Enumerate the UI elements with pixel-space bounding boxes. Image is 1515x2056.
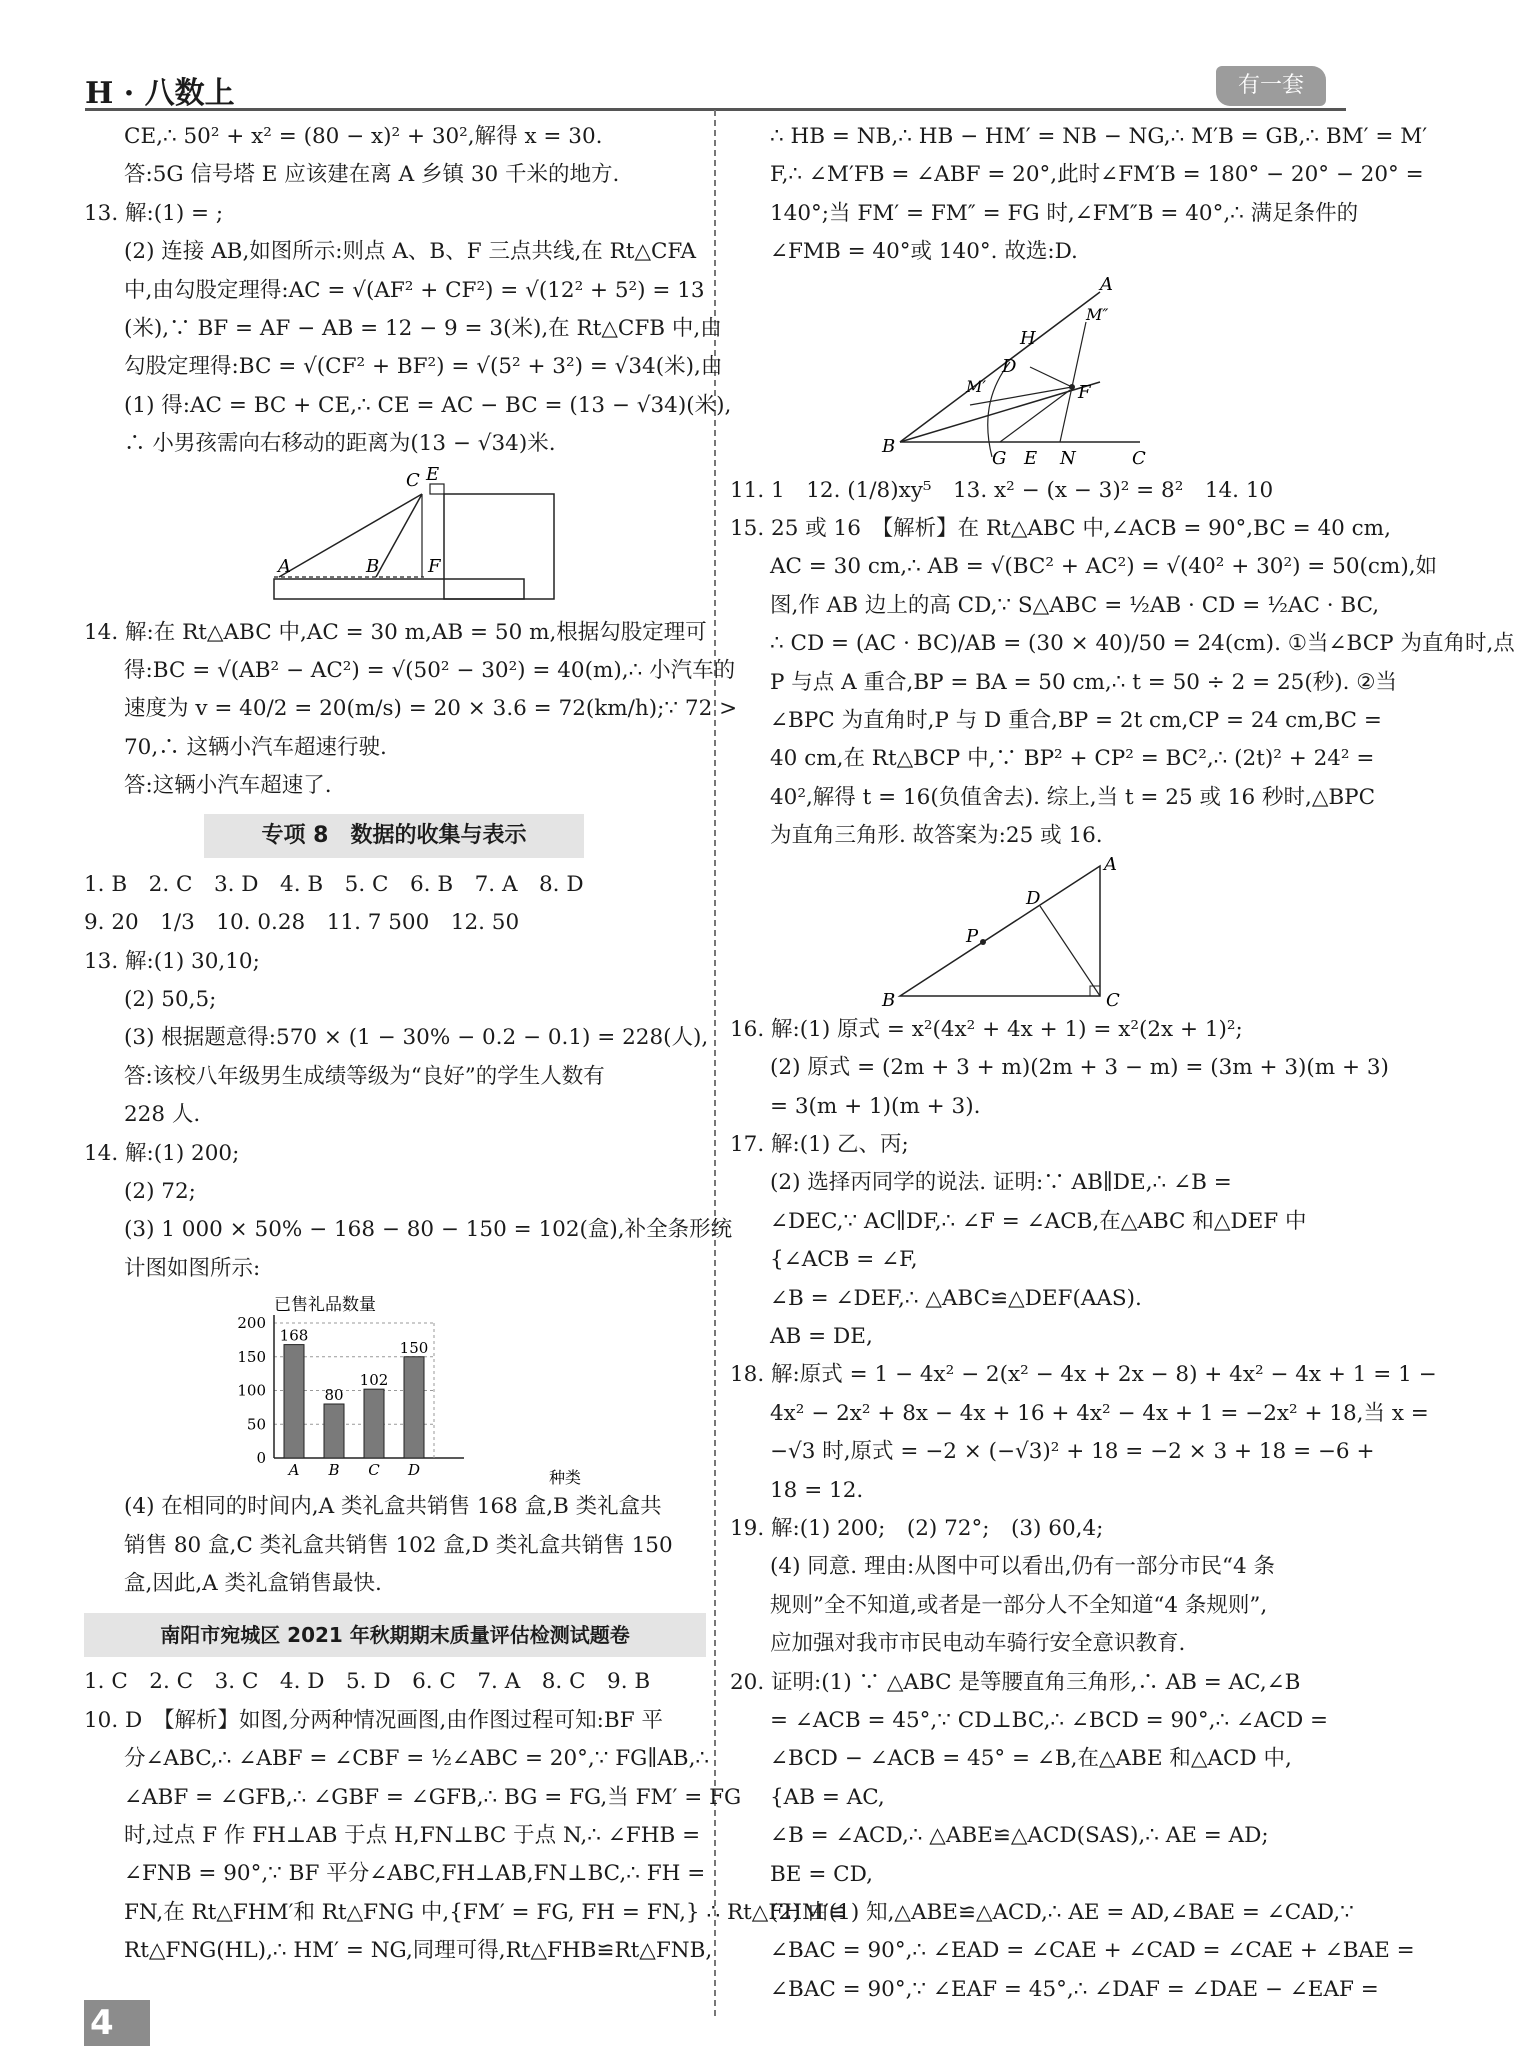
fig10-label-h: H	[1020, 327, 1036, 349]
right-lines-b	[730, 472, 1515, 856]
text-line: 速度为 v = 40/2 = 20(m/s) = 20 × 3.6 = 72(km/h);∵ 72 >	[124, 696, 738, 722]
chart-bar-b	[324, 1404, 344, 1458]
left-lines-c	[84, 866, 733, 1288]
right-lines-a	[730, 118, 1428, 272]
text-line: 14. 解:(1) 200;	[84, 1140, 240, 1166]
text-line: 18. 解:原式 = 1 − 4x² − 2(x² − 4x + 2x − 8) + 4x² − 4x + 1 = 1 −	[730, 1362, 1437, 1388]
text-line: 19. 解:(1) 200; (2) 72°; (3) 60,4;	[730, 1515, 1104, 1541]
fig13-label-e: E	[426, 463, 440, 485]
text-line: 为直角三角形. 故答案为:25 或 16.	[770, 823, 1103, 849]
chart-value-label: 102	[359, 1371, 389, 1390]
text-line: (1) 得:AC = BC + CE,∴ CE = AC − BC = (13 − √34)(米),	[124, 392, 732, 418]
text-line: ∠B = ∠DEF,∴ △ABC≌△DEF(AAS).	[770, 1285, 1142, 1311]
fig10-label-m1: M′	[966, 376, 987, 396]
fig10-label-b: B	[882, 435, 896, 457]
text-line: 18 = 12.	[770, 1477, 864, 1503]
fig10-label-c: C	[1132, 447, 1146, 469]
text-line: = ∠ACB = 45°,∵ CD⊥BC,∴ ∠BCD = 90°,∴ ∠ACD =	[770, 1708, 1329, 1733]
text-line: 销售 80 盒,C 类礼盒共销售 102 盒,D 类礼盒共销售 150	[124, 1532, 673, 1558]
fig10-label-m2: M″	[1086, 304, 1109, 324]
chart-ytick-label: 0	[256, 1449, 266, 1468]
text-line: 答:5G 信号塔 E 应该建在离 A 乡镇 30 千米的地方.	[124, 162, 620, 188]
text-line: (2) 由(1) 知,△ABE≌△ACD,∴ AE = AD,∠BAE = ∠CAD,∵	[770, 1900, 1354, 1926]
text-line: = 3(m + 1)(m + 3).	[770, 1093, 981, 1119]
figure-15-right-triangle	[730, 853, 1330, 1011]
text-line: 13. 解:(1) = ;	[84, 200, 224, 226]
text-line: {∠ACB = ∠F,	[770, 1247, 918, 1273]
figure-10-angle-construction	[730, 272, 1330, 472]
text-line: 11. 1 12. (1/8)xy⁵ 13. x² − (x − 3)² = 8² 14. 10	[730, 477, 1274, 503]
text-line: ∠FMB = 40°或 140°. 故选:D.	[770, 239, 1078, 265]
fig13-label-f: F	[428, 555, 441, 577]
text-line: 中,由勾股定理得:AC = √(AF² + CF²) = √(12² + 5²) = 13	[124, 277, 705, 303]
text-line: Rt△FNG(HL),∴ HM′ = NG,同理可得,Rt△FHB≌Rt△FNB,	[124, 1938, 713, 1964]
text-line: ∠DEC,∵ AC∥DF,∴ ∠F = ∠ACB,在△ABC 和△DEF 中	[770, 1208, 1307, 1234]
bar-chart-gift-sales	[84, 1288, 684, 1488]
fig10-label-d: D	[1002, 355, 1017, 377]
left-lines-d	[84, 1488, 706, 1603]
text-line: 1. B 2. C 3. D 4. B 5. C 6. B 7. A 8. D	[84, 871, 584, 897]
text-line: 9. 20 1/3 10. 0.28 11. 7 500 12. 50	[84, 910, 520, 936]
chart-value-label: 150	[399, 1338, 429, 1357]
chart-category-label: C	[368, 1461, 380, 1480]
text-line: 图,作 AB 边上的高 CD,∵ S△ABC = ½AB · CD = ½AC · BC,	[770, 592, 1380, 618]
text-line: 10. D 【解析】如图,分两种情况画图,由作图过程可知:BF 平	[84, 1707, 663, 1733]
text-line: ∠B = ∠ACD,∴ △ABE≌△ACD(SAS),∴ AE = AD;	[770, 1823, 1269, 1849]
figure-13-slope	[84, 464, 684, 614]
text-line: ∴ 小男孩需向右移动的距离为(13 − √34)米.	[124, 431, 556, 457]
fig13-label-b: B	[366, 555, 380, 577]
text-line: ∠ABF = ∠GFB,∴ ∠GBF = ∠GFB,∴ BG = FG,当 FM′ = FG	[124, 1784, 742, 1810]
text-line: (2) 50,5;	[124, 986, 217, 1012]
text-line: 13. 解:(1) 30,10;	[84, 948, 260, 974]
text-line: 得:BC = √(AB² − AC²) = √(50² − 30²) = 40(m),∴ 小汽车的	[124, 658, 736, 684]
text-line: 盒,因此,A 类礼盒销售最快.	[124, 1570, 382, 1596]
fig13-label-c: C	[406, 469, 420, 491]
text-line: (米),∵ BF = AF − AB = 12 − 9 = 3(米),在 Rt△CFB 中,由	[124, 316, 722, 342]
text-line: ∴ HB = NB,∴ HB − HM′ = NB − NG,∴ M′B = GB,∴ BM′ = M′	[770, 124, 1428, 149]
text-line: (2) 选择丙同学的说法. 证明:∵ AB∥DE,∴ ∠B =	[770, 1170, 1232, 1196]
text-line: AB = DE,	[770, 1323, 873, 1349]
text-line: 140°;当 FM′ = FM″ = FG 时,∠FM″B = 40°,∴ 满足条件的	[770, 200, 1359, 226]
text-line: FN,在 Rt△FHM′和 Rt△FNG 中,{FM′ = FG, FH = FN,} ∴ Rt△FHM′≌	[124, 1899, 847, 1925]
text-line: AC = 30 cm,∴ AB = √(BC² + AC²) = √(40² + 30²) = 50(cm),如	[770, 554, 1438, 580]
text-line: (4) 同意. 理由:从图中可以看出,仍有一部分市民“4 条	[770, 1554, 1276, 1580]
text-line: 答:这辆小汽车超速了.	[124, 773, 332, 799]
fig15-label-p: P	[966, 925, 979, 947]
text-line: 4x² − 2x² + 8x − 4x + 16 + 4x² − 4x + 1 = −2x² + 18,当 x =	[770, 1400, 1429, 1426]
right-column	[730, 118, 1515, 2009]
chart-ytick-label: 200	[237, 1314, 266, 1333]
text-line: ∠BAC = 90°,∴ ∠EAD = ∠CAE + ∠CAD = ∠CAE + ∠BAE =	[770, 1938, 1415, 1964]
chart-ytick-label: 150	[237, 1347, 266, 1366]
text-line: 时,过点 F 作 FH⊥AB 于点 H,FN⊥BC 于点 N,∴ ∠FHB =	[124, 1823, 701, 1848]
text-line: 勾股定理得:BC = √(CF² + BF²) = √(5² + 3²) = √34(米),由	[124, 354, 723, 380]
text-line: 分∠ABC,∴ ∠ABF = ∠CBF = ½∠ABC = 20°,∵ FG∥AB,∴	[124, 1746, 710, 1772]
fig10-label-n: N	[1060, 447, 1076, 469]
right-lines-c	[730, 1011, 1437, 2010]
left-lines-b	[84, 614, 738, 806]
chart-bar-d	[404, 1357, 424, 1458]
chart-value-label: 80	[324, 1386, 344, 1405]
chart-value-label: 168	[279, 1326, 309, 1345]
text-line: CE,∴ 50² + x² = (80 − x)² + 30²,解得 x = 30.	[124, 124, 603, 149]
text-line: {AB = AC,	[770, 1784, 885, 1810]
text-line: 计图如图所示:	[124, 1255, 261, 1281]
fig13-label-a: A	[278, 555, 291, 577]
fig10-label-f: F	[1078, 381, 1091, 403]
fig15-label-b: B	[882, 989, 896, 1011]
text-line: (3) 根据题意得:570 × (1 − 30% − 0.2 − 0.1) = 228(人),	[124, 1025, 709, 1051]
page-header-title: H · 八数上	[85, 76, 235, 111]
exam-title: 南阳市宛城区 2021 年秋期期末质量评估检测试题卷	[84, 1613, 706, 1657]
chart-bar-a	[284, 1345, 304, 1458]
chart-ytick-label: 50	[246, 1415, 266, 1434]
fig10-label-e: E	[1024, 447, 1038, 469]
chart-category-label: A	[288, 1461, 300, 1480]
fig15-label-d: D	[1026, 887, 1041, 909]
text-line: 40²,解得 t = 16(负值舍去). 综上,当 t = 25 或 16 秒时,△BPC	[770, 784, 1376, 810]
text-line: 17. 解:(1) 乙、丙;	[730, 1131, 909, 1157]
text-line: ∠BCD − ∠ACB = 45° = ∠B,在△ABE 和△ACD 中,	[770, 1746, 1292, 1772]
fig15-label-a: A	[1104, 853, 1117, 875]
text-line: 1. C 2. C 3. C 4. D 5. D 6. C 7. A 8. C 9. B	[84, 1669, 651, 1695]
text-line: F,∴ ∠M′FB = ∠ABF = 20°,此时∠FM′B = 180° − 20° − 20° =	[770, 162, 1424, 188]
text-line: 15. 25 或 16 【解析】在 Rt△ABC 中,∠ACB = 90°,BC = 40 cm,	[730, 516, 1391, 542]
text-line: 答:该校八年级男生成绩等级为“良好”的学生人数有	[124, 1063, 605, 1089]
text-line: BE = CD,	[770, 1861, 873, 1887]
text-line: 规则”全不知道,或者是一部分人不全知道“4 条规则”,	[770, 1592, 1268, 1618]
text-line: 228 人.	[124, 1102, 201, 1128]
text-line: (2) 72;	[124, 1178, 196, 1204]
fig10-label-g: G	[992, 447, 1007, 469]
text-line: 40 cm,在 Rt△BCP 中,∵ BP² + CP² = BC²,∴ (2t)² + 24² =	[770, 746, 1375, 772]
text-line: 14. 解:在 Rt△ABC 中,AC = 30 m,AB = 50 m,根据勾股定理可	[84, 619, 707, 645]
text-line: (3) 1 000 × 50% − 168 − 80 − 150 = 102(盒),补全条形统	[124, 1217, 733, 1243]
section-8-title: 专项 8 数据的收集与表示	[204, 814, 584, 858]
text-line: 16. 解:(1) 原式 = x²(4x² + 4x + 1) = x²(2x + 1)²;	[730, 1016, 1243, 1042]
brand-badge: 有一套	[1216, 66, 1326, 106]
chart-xlabel: 种类	[549, 1468, 582, 1488]
fig15-label-c: C	[1106, 989, 1120, 1011]
text-line: 20. 证明:(1) ∵ △ABC 是等腰直角三角形,∴ AB = AC,∠B	[730, 1669, 1301, 1695]
fig10-label-a: A	[1100, 273, 1113, 295]
left-lines-a	[84, 118, 732, 464]
text-line: ∠FNB = 90°,∵ BF 平分∠ABC,FH⊥AB,FN⊥BC,∴ FH =	[124, 1861, 706, 1887]
text-line: P 与点 A 重合,BP = BA = 50 cm,∴ t = 50 ÷ 2 = 25(秒). ②当	[770, 669, 1398, 695]
text-line: ∠BAC = 90°,∵ ∠EAF = 45°,∴ ∠DAF = ∠DAE − ∠EAF =	[770, 1976, 1379, 2002]
chart-title: 已售礼品数量	[274, 1295, 376, 1316]
text-line: ∠BPC 为直角时,P 与 D 重合,BP = 2t cm,CP = 24 cm,BC =	[770, 708, 1382, 734]
text-line: 70,∴ 这辆小汽车超速行驶.	[124, 734, 387, 760]
chart-category-label: B	[328, 1461, 340, 1480]
page-number: 4	[84, 2000, 150, 2046]
text-line: 应加强对我市市民电动车骑行安全意识教育.	[770, 1631, 1186, 1657]
text-line: (2) 原式 = (2m + 3 + m)(2m + 3 − m) = (3m + 3)(m + 3)	[770, 1055, 1389, 1081]
text-line: ∴ CD = (AC · BC)/AB = (30 × 40)/50 = 24(cm). ①当∠BCP 为直角时,点	[770, 631, 1515, 657]
chart-category-label: D	[407, 1461, 421, 1480]
chart-bar-c	[364, 1389, 384, 1458]
chart-ytick-label: 100	[237, 1381, 266, 1400]
text-line: (2) 连接 AB,如图所示:则点 A、B、F 三点共线,在 Rt△CFA	[124, 239, 696, 265]
text-line: (4) 在相同的时间内,A 类礼盒共销售 168 盒,B 类礼盒共	[124, 1494, 662, 1520]
text-line: −√3 时,原式 = −2 × (−√3)² + 18 = −2 × 3 + 18 = −6 +	[770, 1439, 1375, 1465]
